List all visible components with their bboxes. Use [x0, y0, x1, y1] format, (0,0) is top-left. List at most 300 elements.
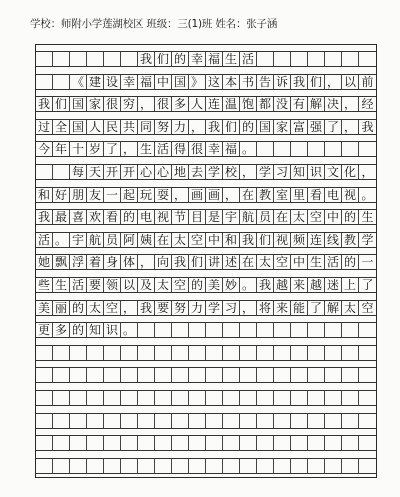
- grid-cell: [104, 52, 121, 66]
- grid-cell: 我: [240, 233, 257, 247]
- grid-cell: 频: [291, 233, 308, 247]
- grid-cell: 述: [223, 255, 240, 269]
- grid-cell: 员: [104, 233, 121, 247]
- grid-cell: 最: [53, 210, 70, 224]
- grid-cell: [87, 459, 104, 473]
- grid-cell: 以: [121, 278, 138, 292]
- grid-cell: 福: [223, 142, 240, 156]
- grid-cell: 我: [172, 255, 189, 269]
- grid-cell: ，: [189, 120, 206, 134]
- grid-cell: 人: [87, 120, 104, 134]
- grid-cell: 过: [36, 120, 53, 134]
- grid-cell: 了: [308, 301, 325, 315]
- grid-cell: 学: [361, 232, 374, 247]
- grid-cell: [121, 391, 138, 405]
- grid-cell: 去: [189, 165, 206, 179]
- grid-cell: 电: [325, 188, 342, 202]
- grid-cell: [138, 368, 155, 382]
- grid-cell: 国: [70, 120, 87, 134]
- grid-cell: 姨: [138, 233, 155, 247]
- grid-cell: 节: [172, 210, 189, 224]
- grid-cell: ，: [121, 301, 138, 315]
- grid-cell: [308, 459, 325, 473]
- grid-cell: 中: [206, 233, 223, 247]
- grid-cell: [70, 459, 87, 473]
- grid-cell: 太: [155, 278, 172, 292]
- grid-cell: [240, 459, 257, 473]
- grid-cell: 是: [206, 210, 223, 224]
- grid-cell: [342, 436, 359, 450]
- grid-cell: 了: [361, 278, 374, 292]
- grid-cell: [223, 459, 240, 473]
- grid-cell: 开: [104, 165, 121, 179]
- grid-cell: 知: [87, 323, 104, 337]
- grid-cell: [342, 323, 359, 337]
- grid-cell: [240, 414, 257, 428]
- grid-cell: 体: [121, 255, 138, 269]
- grid-cell: 以: [342, 75, 359, 89]
- grid-cell: 视: [274, 233, 291, 247]
- grid-cell: 今: [36, 142, 53, 156]
- grid-cell: 在: [240, 188, 257, 202]
- grid-cell: 些: [36, 278, 53, 292]
- grid-cell: [121, 346, 138, 360]
- grid-cell: 美: [36, 301, 53, 315]
- grid-cell: [121, 459, 138, 473]
- grid-cell: 飘: [53, 255, 70, 269]
- grid-row: [36, 119, 376, 135]
- grid-cell: 。: [53, 233, 70, 247]
- grid-cell: [291, 52, 308, 66]
- grid-cell: 生: [308, 255, 325, 269]
- grid-cell: 起: [121, 188, 138, 202]
- grid-cell: [274, 414, 291, 428]
- grid-cell: [291, 368, 308, 382]
- grid-cell: 力: [172, 120, 189, 134]
- composition-grid: [35, 44, 377, 478]
- grid-cell: 浮: [70, 255, 87, 269]
- grid-cell: 。: [240, 278, 257, 292]
- grid-cell: [206, 323, 223, 337]
- grid-cell: 力: [189, 301, 206, 315]
- grid-cell: 的: [70, 301, 87, 315]
- grid-cell: [70, 346, 87, 360]
- grid-cell: 太: [342, 301, 359, 315]
- grid-cell: [121, 52, 138, 66]
- grid-cell: [257, 391, 274, 405]
- grid-cell: [206, 414, 223, 428]
- grid-cell: 空: [104, 301, 121, 315]
- grid-cell: [172, 414, 189, 428]
- grid-cell: [240, 436, 257, 450]
- grid-cell: [70, 391, 87, 405]
- grid-cell: 和: [223, 233, 240, 247]
- grid-cell: 设: [104, 75, 121, 89]
- grid-cell: 幸: [121, 75, 138, 89]
- grid-cell: [87, 346, 104, 360]
- grid-cell: 很: [189, 142, 206, 156]
- grid-cell: 活: [36, 233, 53, 247]
- grid-cell: 连: [308, 233, 325, 247]
- grid-cell: [274, 368, 291, 382]
- grid-cell: 这: [206, 75, 223, 89]
- grid-cell: 生: [138, 142, 155, 156]
- grid-cell: 欢: [87, 210, 104, 224]
- grid-cell: [189, 459, 206, 473]
- grid-cell: [87, 368, 104, 382]
- grid-cell: 了: [325, 120, 342, 134]
- grid-cell: [240, 346, 257, 360]
- grid-cell: 开: [121, 165, 138, 179]
- grid-cell: 室: [274, 188, 291, 202]
- grid-cell: 了: [104, 142, 121, 156]
- grid-cell: [189, 391, 206, 405]
- grid-cell: [138, 391, 155, 405]
- grid-cell: 视: [155, 210, 172, 224]
- grid-cell: 家: [274, 120, 291, 134]
- grid-cell: [257, 52, 274, 66]
- grid-cell: 航: [87, 233, 104, 247]
- grid-cell: 强: [308, 120, 325, 134]
- grid-cell: [308, 436, 325, 450]
- grid-cell: [359, 436, 376, 450]
- grid-cell: [53, 368, 70, 382]
- grid-cell: [70, 436, 87, 450]
- grid-cell: ，: [361, 165, 374, 179]
- grid-cell: [87, 436, 104, 450]
- grid-row: [36, 74, 376, 90]
- grid-cell: [36, 391, 53, 405]
- grid-cell: 一: [104, 188, 121, 202]
- grid-cell: 在: [274, 210, 291, 224]
- grid-cell: 国: [257, 120, 274, 134]
- grid-cell: [274, 391, 291, 405]
- grid-cell: [104, 368, 121, 382]
- grid-cell: [53, 165, 70, 179]
- grid-cell: 来: [291, 278, 308, 292]
- grid-row: [36, 458, 376, 474]
- grid-row: [36, 435, 376, 451]
- grid-cell: [325, 459, 342, 473]
- grid-row: [36, 164, 376, 180]
- grid-row: [36, 209, 376, 225]
- grid-cell: 耍: [155, 188, 172, 202]
- grid-cell: [70, 52, 87, 66]
- grid-cell: 航: [240, 210, 257, 224]
- grid-cell: 我: [36, 97, 53, 111]
- grid-cell: 校: [223, 165, 240, 179]
- grid-cell: [189, 368, 206, 382]
- grid-cell: 温: [223, 97, 240, 111]
- grid-cell: 。: [240, 142, 257, 156]
- grid-cell: 的: [172, 52, 189, 66]
- grid-cell: 化: [342, 165, 359, 179]
- grid-cell: 建: [87, 75, 104, 89]
- grid-cell: [121, 414, 138, 428]
- grid-cell: 丽: [53, 301, 70, 315]
- grid-cell: [308, 52, 325, 66]
- grid-cell: [223, 323, 240, 337]
- grid-cell: [291, 436, 308, 450]
- grid-cell: 同: [138, 120, 155, 134]
- grid-cell: 要: [155, 301, 172, 315]
- grid-cell: [308, 368, 325, 382]
- grid-cell: 在: [155, 233, 172, 247]
- grid-cell: 的: [240, 120, 257, 134]
- grid-cell: 身: [104, 255, 121, 269]
- grid-cell: 讲: [206, 255, 223, 269]
- grid-cell: [257, 368, 274, 382]
- grid-cell: [155, 414, 172, 428]
- grid-cell: 告: [257, 75, 274, 89]
- grid-cell: 中: [325, 210, 342, 224]
- grid-cell: 经: [361, 97, 374, 112]
- grid-cell: 及: [138, 278, 155, 292]
- grid-cell: 的: [70, 323, 87, 337]
- grid-cell: 生: [53, 278, 70, 292]
- grid-cell: 知: [291, 165, 308, 179]
- grid-cell: [257, 414, 274, 428]
- grid-cell: 向: [155, 255, 172, 269]
- grid-cell: 我: [138, 52, 155, 66]
- grid-cell: [206, 368, 223, 382]
- grid-cell: [308, 391, 325, 405]
- grid-cell: 教: [342, 233, 359, 247]
- grid-cell: 我: [361, 119, 374, 134]
- grid-cell: [87, 52, 104, 66]
- grid-cell: [325, 323, 342, 337]
- grid-cell: 的: [189, 278, 206, 292]
- grid-cell: [342, 414, 359, 428]
- grid-cell: [291, 459, 308, 473]
- grid-cell: [206, 391, 223, 405]
- grid-cell: [206, 459, 223, 473]
- grid-row: [36, 367, 376, 383]
- grid-cell: 心: [155, 165, 172, 179]
- grid-cell: 幸: [189, 52, 206, 66]
- grid-cell: [36, 368, 53, 382]
- grid-cell: [325, 346, 342, 360]
- grid-row: [36, 254, 376, 270]
- grid-row: [36, 141, 376, 157]
- grid-cell: 一: [361, 255, 374, 270]
- grid-cell: 没: [274, 97, 291, 111]
- grid-cell: [70, 368, 87, 382]
- grid-cell: [308, 323, 325, 337]
- grid-cell: [138, 323, 155, 337]
- grid-cell: 空: [361, 300, 374, 315]
- grid-cell: [342, 391, 359, 405]
- grid-cell: [325, 436, 342, 450]
- grid-cell: 中: [291, 255, 308, 269]
- grid-cell: [104, 414, 121, 428]
- grid-cell: [155, 368, 172, 382]
- grid-cell: 朋: [70, 188, 87, 202]
- grid-cell: [359, 391, 376, 405]
- grid-cell: 都: [257, 97, 274, 111]
- grid-cell: 在: [240, 255, 257, 269]
- grid-cell: 多: [53, 323, 70, 337]
- grid-cell: 文: [325, 165, 342, 179]
- grid-cell: [36, 414, 53, 428]
- grid-cell: 诉: [274, 75, 291, 89]
- grid-row: [36, 187, 376, 203]
- grid-cell: [359, 459, 376, 473]
- grid-cell: 宇: [70, 233, 87, 247]
- grid-cell: [325, 414, 342, 428]
- grid-cell: [257, 346, 274, 360]
- grid-cell: ，: [240, 165, 257, 179]
- grid-cell: [87, 391, 104, 405]
- grid-cell: 好: [53, 188, 70, 202]
- grid-cell: 要: [87, 278, 104, 292]
- grid-cell: ，: [240, 301, 257, 315]
- grid-cell: 目: [189, 210, 206, 224]
- grid-cell: 很: [104, 97, 121, 111]
- grid-cell: [172, 436, 189, 450]
- grid-cell: 里: [291, 188, 308, 202]
- grid-cell: [53, 75, 70, 89]
- grid-cell: 我: [291, 75, 308, 89]
- grid-cell: 们: [308, 75, 325, 89]
- grid-cell: 们: [223, 120, 240, 134]
- grid-cell: 学: [206, 301, 223, 315]
- grid-cell: [53, 459, 70, 473]
- grid-cell: [359, 323, 376, 337]
- grid-cell: [359, 368, 376, 382]
- grid-cell: [53, 52, 70, 66]
- grid-cell: 生: [223, 52, 240, 66]
- grid-cell: 太: [257, 255, 274, 269]
- grid-cell: 我: [257, 278, 274, 292]
- grid-row: [36, 300, 376, 316]
- grid-cell: 画: [206, 188, 223, 202]
- grid-cell: 画: [189, 188, 206, 202]
- grid-cell: 民: [104, 120, 121, 134]
- grid-cell: 上: [342, 278, 359, 292]
- grid-cell: 连: [206, 97, 223, 111]
- grid-cell: [257, 436, 274, 450]
- grid-cell: 努: [155, 120, 172, 134]
- grid-cell: 更: [36, 323, 53, 337]
- grid-cell: 妙: [223, 278, 240, 292]
- grid-cell: [206, 436, 223, 450]
- grid-cell: ，: [325, 75, 342, 89]
- grid-cell: [121, 368, 138, 382]
- grid-cell: [36, 75, 53, 89]
- grid-cell: [274, 142, 291, 156]
- grid-cell: [155, 391, 172, 405]
- grid-cell: 们: [155, 52, 172, 66]
- grid-cell: [325, 142, 342, 156]
- grid-cell: ，: [138, 97, 155, 111]
- grid-cell: 着: [87, 255, 104, 269]
- grid-cell: [223, 368, 240, 382]
- grid-cell: 饱: [240, 97, 257, 111]
- grid-cell: 的: [342, 255, 359, 269]
- grid-cell: [104, 346, 121, 360]
- grid-cell: 人: [189, 97, 206, 111]
- grid-cell: [53, 414, 70, 428]
- grid-cell: 多: [172, 97, 189, 111]
- grid-cell: 解: [308, 97, 325, 111]
- grid-cell: 活: [155, 142, 172, 156]
- grid-cell: 福: [206, 52, 223, 66]
- grid-cell: [53, 436, 70, 450]
- grid-cell: [308, 346, 325, 360]
- grid-cell: 富: [291, 120, 308, 134]
- grid-cell: [87, 414, 104, 428]
- grid-cell: 穷: [121, 97, 138, 111]
- grid-cell: 天: [87, 165, 104, 179]
- grid-cell: [138, 414, 155, 428]
- grid-cell: 太: [291, 210, 308, 224]
- grid-cell: 空: [274, 255, 291, 269]
- grid-cell: 习: [274, 165, 291, 179]
- grid-cell: [138, 459, 155, 473]
- grid-cell: 解: [325, 301, 342, 315]
- grid-cell: [223, 346, 240, 360]
- grid-cell: [359, 52, 376, 66]
- grid-cell: [121, 436, 138, 450]
- grid-cell: 岁: [87, 142, 104, 156]
- grid-cell: [308, 142, 325, 156]
- grid-cell: [189, 323, 206, 337]
- grid-cell: 全: [53, 120, 70, 134]
- grid-cell: [172, 368, 189, 382]
- grid-cell: 空: [308, 210, 325, 224]
- grid-cell: [206, 346, 223, 360]
- grid-cell: [342, 459, 359, 473]
- grid-cell: [325, 391, 342, 405]
- grid-cell: 教: [257, 188, 274, 202]
- grid-cell: [172, 391, 189, 405]
- grid-cell: 的: [121, 210, 138, 224]
- grid-cell: [359, 346, 376, 360]
- grid-cell: 国: [172, 75, 189, 89]
- grid-cell: 活: [240, 52, 257, 66]
- grid-cell: 学: [206, 165, 223, 179]
- grid-cell: 本: [223, 75, 240, 89]
- grid-cell: 的: [342, 210, 359, 224]
- grid-cell: 。: [121, 323, 138, 337]
- grid-cell: 习: [223, 301, 240, 315]
- grid-cell: 太: [87, 301, 104, 315]
- grid-cell: 玩: [138, 188, 155, 202]
- grid-cell: 。: [361, 187, 374, 202]
- grid-cell: [104, 436, 121, 450]
- grid-cell: [291, 391, 308, 405]
- grid-cell: 有: [291, 97, 308, 111]
- grid-cell: [240, 368, 257, 382]
- grid-cell: [53, 346, 70, 360]
- grid-cell: [172, 323, 189, 337]
- grid-cell: [189, 346, 206, 360]
- grid-cell: 我: [138, 301, 155, 315]
- grid-cell: [274, 323, 291, 337]
- grid-cell: [325, 52, 342, 66]
- grid-cell: 将: [257, 301, 274, 315]
- student-info-header: 学校：师附小学莲湖校区 班级：三(1)班 姓名：张子涵: [30, 18, 278, 30]
- grid-cell: [359, 142, 376, 156]
- grid-cell: [257, 323, 274, 337]
- grid-cell: 共: [121, 120, 138, 134]
- grid-cell: [274, 346, 291, 360]
- grid-cell: ，: [121, 142, 138, 156]
- grid-cell: [240, 323, 257, 337]
- grid-cell: [342, 346, 359, 360]
- grid-cell: 们: [53, 97, 70, 111]
